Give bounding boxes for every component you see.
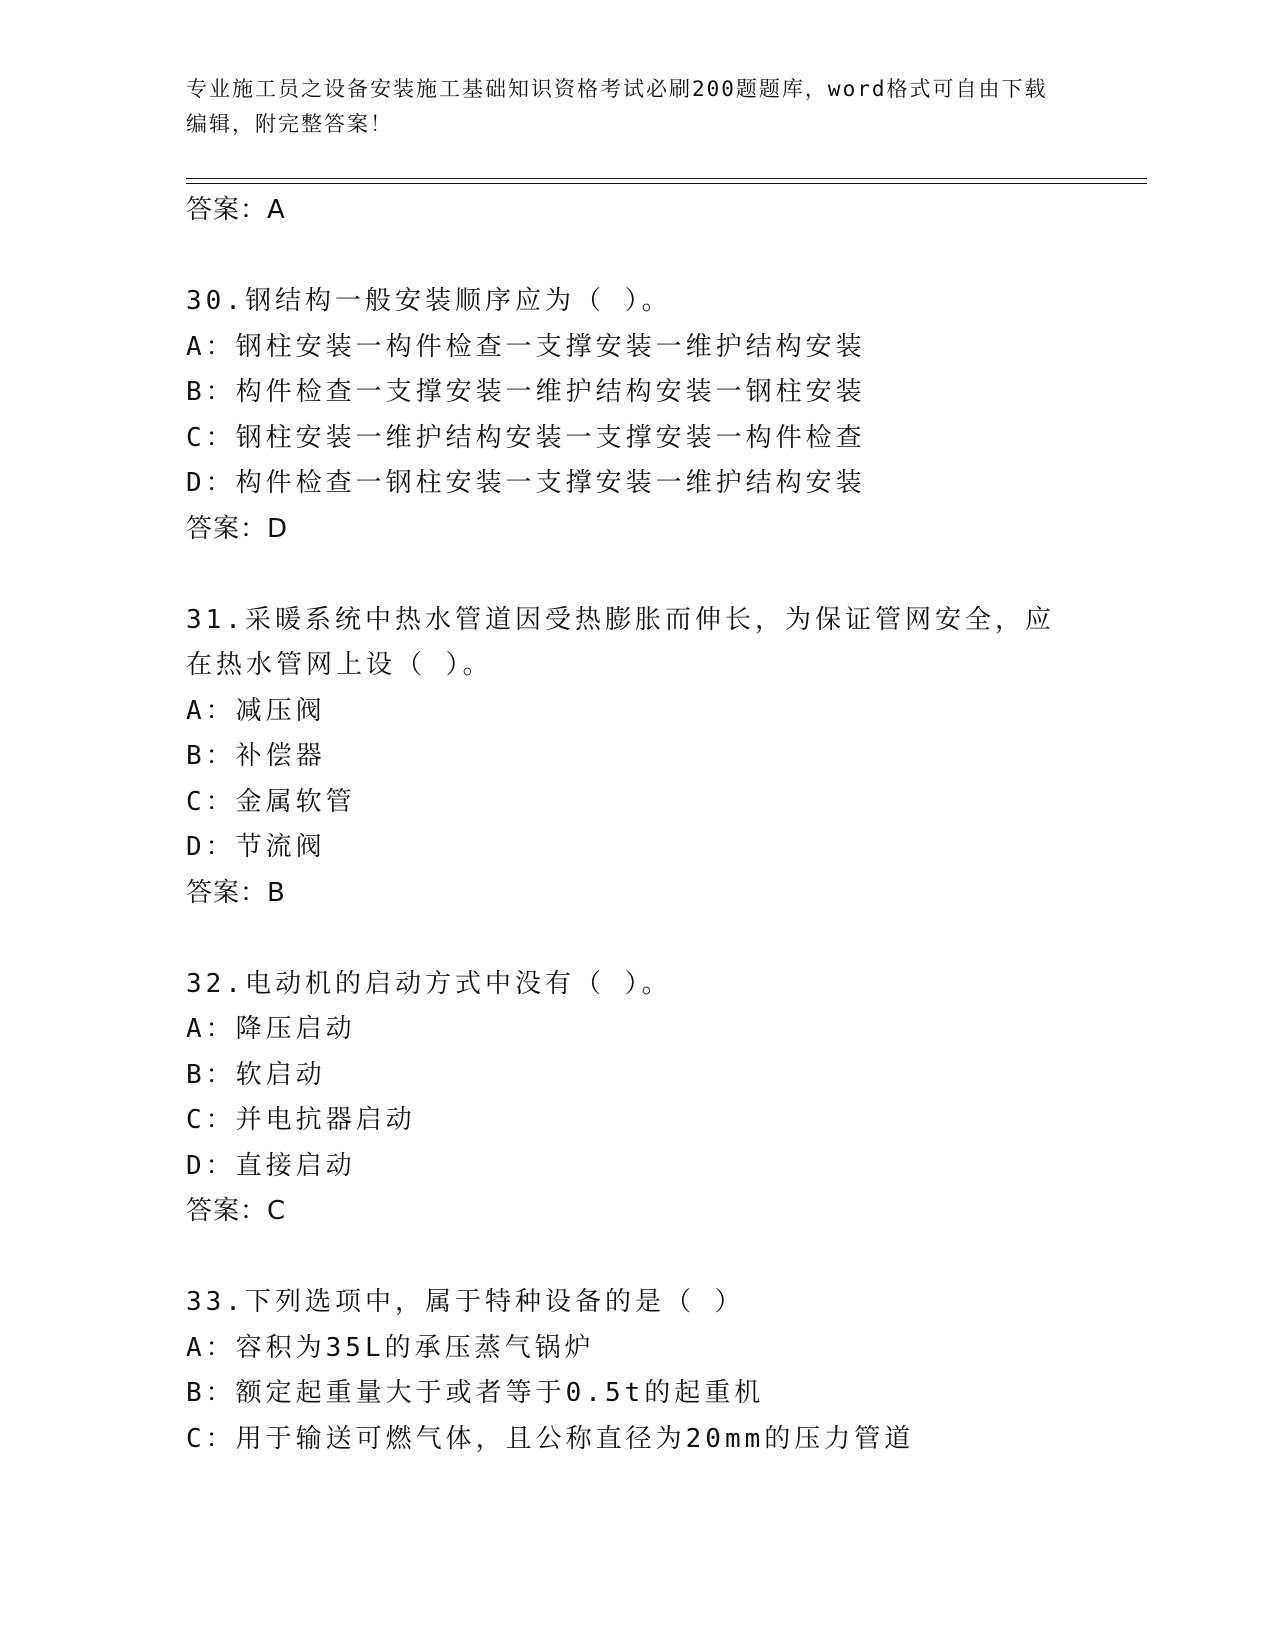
question-block: [186, 962, 1126, 1235]
question-list: [186, 188, 1126, 1462]
answer-line: 答案：C: [186, 1196, 287, 1226]
question-option: C：金属软管: [186, 786, 356, 817]
question-option: A：容积为35L的承压蒸气锅炉: [186, 1332, 595, 1363]
question-block: [186, 279, 1126, 552]
question-option: C：用于输送可燃气体，且公称直径为20mm的压力管道: [186, 1423, 915, 1454]
question-option: B：补偿器: [186, 741, 326, 771]
page-header: 专业施工员之设备安装施工基础知识资格考试必刷200题题库，word格式可自由下载编辑，附完整答案！: [186, 77, 1048, 136]
question-option: D：节流阀: [186, 832, 326, 862]
question-option: C：钢柱安装一维护结构安装一支撑安装一构件检查: [186, 422, 866, 453]
question-option: B：额定起重量大于或者等于0.5t的起重机: [186, 1378, 765, 1408]
question-stem: 32.电动机的启动方式中没有（ ）。: [186, 968, 672, 999]
question-option: C：并电抗器启动: [186, 1105, 416, 1135]
question-stem: 33.下列选项中，属于特种设备的是（ ）: [186, 1287, 745, 1317]
answer-line: 答案：B: [186, 877, 286, 908]
question-block: [186, 1280, 1126, 1462]
question-option: A：降压启动: [186, 1014, 356, 1044]
question-stem: 30.钢结构一般安装顺序应为（ ）。: [186, 286, 672, 316]
header-rule-bottom: [186, 183, 1147, 184]
question-option: D：构件检查一钢柱安装一支撑安装一维护结构安装: [186, 468, 866, 498]
answer-line: 答案：A: [186, 195, 286, 225]
question-option: B：软启动: [186, 1059, 326, 1090]
question-block: [186, 598, 1126, 917]
header-rule-top: [186, 178, 1147, 179]
question-option: D：直接启动: [186, 1150, 356, 1181]
question-option: A：钢柱安装一构件检查一支撑安装一维护结构安装: [186, 331, 866, 362]
question-option: A：减压阀: [186, 695, 326, 726]
question-option: B：构件检查一支撑安装一维护结构安装一钢柱安装: [186, 377, 866, 407]
answer-line: 答案：D: [186, 513, 289, 544]
question-stem: 31.采暖系统中热水管道因受热膨胀而伸长，为保证管网安全，应在热水管网上设（ ）。: [186, 604, 1055, 680]
